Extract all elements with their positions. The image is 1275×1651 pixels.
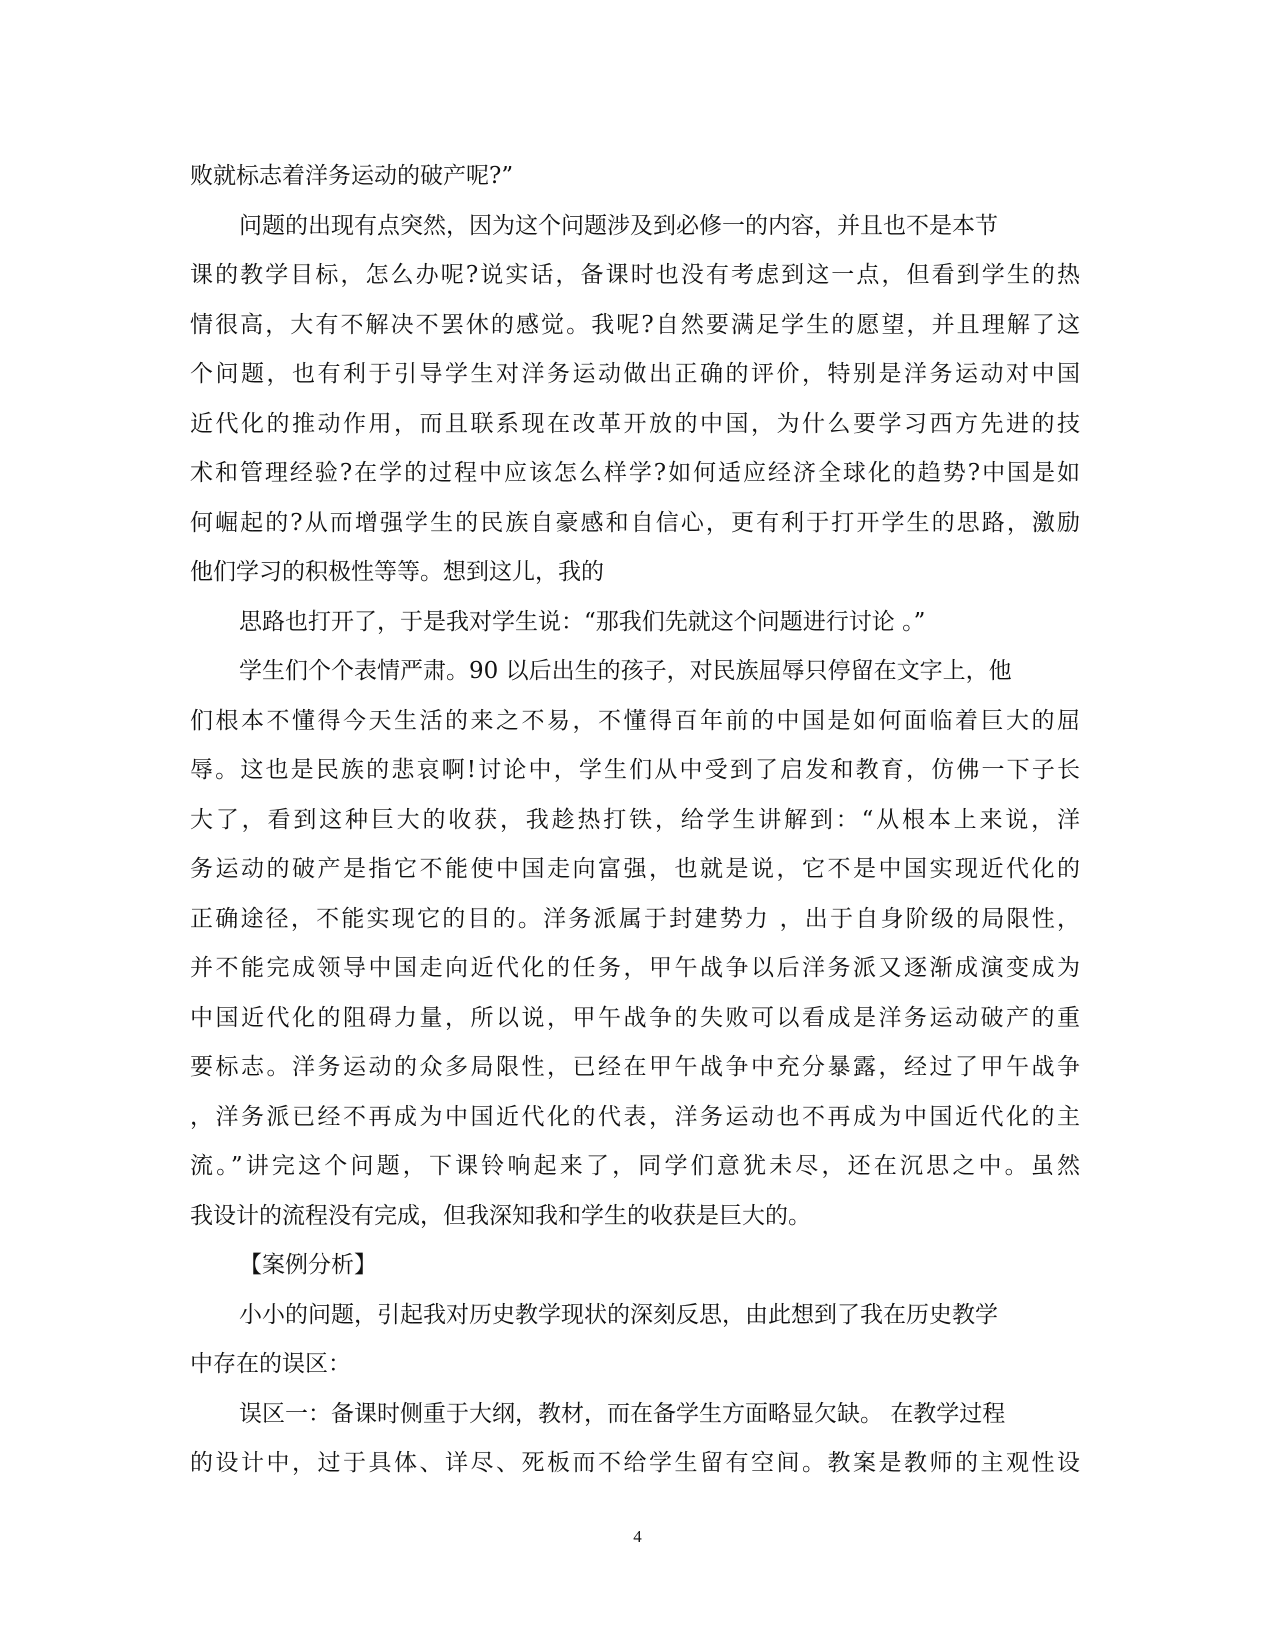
text-line: 术和管理经验?在学的过程中应该怎么样学?如何适应经济全球化的趋势?中国是如: [190, 460, 1080, 486]
text-line: 我设计的流程没有完成，但我深知我和学生的收获是巨大的。: [190, 1202, 811, 1229]
text-line: 们根本不懂得今天生活的来之不易，不懂得百年前的中国是如何面临着巨大的屈: [190, 707, 1080, 734]
text-line: 小小的问题，引起我对历史教学现状的深刻反思，由此想到了我在历史教学: [239, 1301, 998, 1328]
text-line: ，洋务派已经不再成为中国近代化的代表，洋务运动也不再成为中国近代化的主: [190, 1103, 1080, 1130]
text-line: 大了，看到这种巨大的收获，我趁热打铁，给学生讲解到：“从根本上来说，洋: [190, 806, 1080, 833]
body-text: [190, 152, 1080, 1489]
text-line: 学生们个个表情严肃。90 以后出生的孩子，对民族屈辱只停留在文字上，他: [239, 658, 1012, 684]
text-line: 课的教学目标，怎么办呢?说实话，备课时也没有考虑到这一点，但看到学生的热: [190, 262, 1080, 288]
text-line: 个问题，也有利于引导学生对洋务运动做出正确的评价，特别是洋务运动对中国: [190, 361, 1080, 387]
text-line: 要标志。洋务运动的众多局限性，已经在甲午战争中充分暴露，经过了甲午战争: [190, 1054, 1080, 1080]
text-line: 近代化的推动作用，而且联系现在改革开放的中国，为什么要学习西方先进的技: [190, 410, 1080, 437]
text-line: 并不能完成领导中国走向近代化的任务，甲午战争以后洋务派又逐渐成演变成为: [190, 955, 1080, 981]
text-line: 流。”讲完这个问题，下课铃响起来了，同学们意犹未尽，还在沉思之中。虽然: [190, 1153, 1080, 1179]
text-line: 误区一：备课时侧重于大纲，教材，而在备学生方面略显欠缺。 在教学过程: [239, 1400, 1006, 1427]
text-line: 中国近代化的阻碍力量，所以说，甲午战争的失败可以看成是洋务运动破产的重: [190, 1004, 1080, 1031]
text-line: 情很高，大有不解决不罢休的感觉。我呢?自然要满足学生的愿望，并且理解了这: [190, 311, 1080, 338]
text-line: 务运动的破产是指它不能使中国走向富强，也就是说，它不是中国实现近代化的: [190, 856, 1080, 882]
text-line: 辱。这也是民族的悲哀啊!讨论中，学生们从中受到了启发和教育，仿佛一下子长: [190, 757, 1080, 783]
page-number: 4: [633, 1527, 642, 1546]
text-line: 问题的出现有点突然，因为这个问题涉及到必修一的内容，并且也不是本节: [239, 212, 998, 239]
text-line: 何崛起的?从而增强学生的民族自豪感和自信心，更有利于打开学生的思路，激励: [190, 509, 1080, 536]
text-line: 他们学习的积极性等等。想到这儿，我的: [190, 559, 604, 585]
text-line: 的设计中，过于具体、详尽、死板而不给学生留有空间。教案是教师的主观性设: [190, 1450, 1080, 1476]
text-line: 中存在的误区：: [190, 1351, 351, 1377]
text-line: 败就标志着洋务运动的破产呢?”: [190, 163, 514, 189]
text-line: 思路也打开了，于是我对学生说：“那我们先就这个问题进行讨论 。”: [239, 608, 926, 635]
section-heading: 【案例分析】: [239, 1252, 377, 1278]
text-line: 正确途径，不能实现它的目的。洋务派属于封建势力 ，出于自身阶级的局限性，: [190, 905, 1080, 932]
